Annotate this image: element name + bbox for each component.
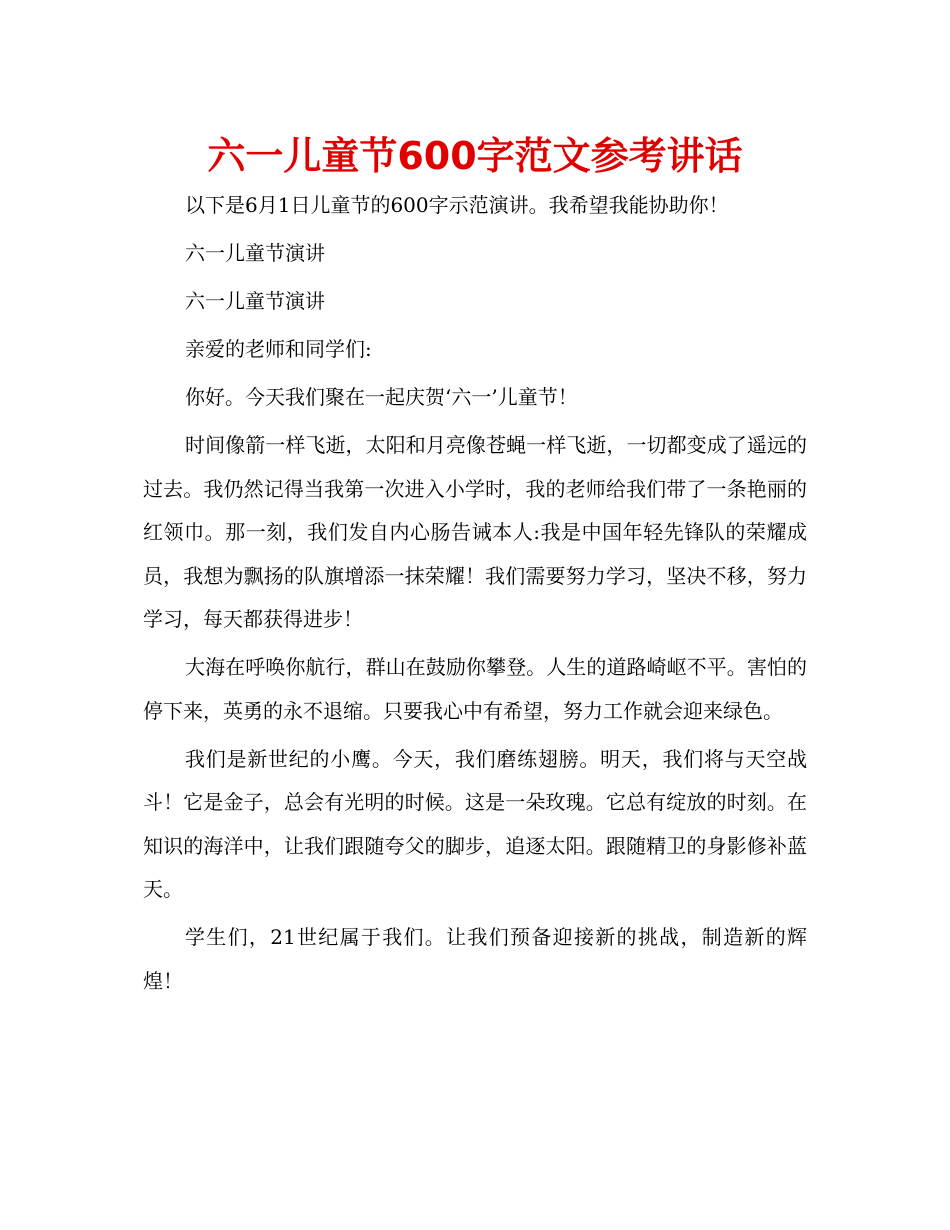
paragraph-heading-1: 六一儿童节演讲 — [185, 241, 325, 265]
paragraph-heading-2: 六一儿童节演讲 — [185, 289, 325, 313]
paragraph-body-1: 时间像箭一样飞逝，太阳和月亮像苍蝇一样飞逝，一切都变成了遥远的过去。我仍然记得当我第一次进入小学时，我的老师给我们带了一条艳丽的红领巾。那一刻，我们发自内心肠告诫本人:我是中国年轻先锋队的荣耀成员，我想为飘扬的队旗增添一抹荣耀！我们需要努力学习，坚决不移，努力学习，每天都获得进步！ — [143, 433, 807, 631]
paragraph-body-3: 我们是新世纪的小鹰。今天，我们磨练翅膀。明天，我们将与天空战斗！它是金子，总会有光明的时候。这是一朵玫瑰。它总有绽放的时刻。在知识的海洋中，让我们跟随夸父的脚步，追逐太阳。跟随精卫的身影修补蓝天。 — [143, 746, 807, 901]
document-body — [143, 184, 807, 1008]
paragraph-greeting: 你好。今天我们聚在一起庆贺‘六一’儿童节！ — [185, 385, 578, 409]
paragraph-salutation: 亲爱的老师和同学们: — [185, 337, 372, 361]
paragraph-intro: 以下是6月1日儿童节的600字示范演讲。我希望我能协助你！ — [185, 193, 729, 217]
paragraph-body-4: 学生们，21世纪属于我们。让我们预备迎接新的挑战，制造新的辉煌！ — [143, 925, 807, 993]
paragraph-body-2: 大海在呼唤你航行，群山在鼓励你攀登。人生的道路崎岖不平。害怕的停下来，英勇的永不退缩。只要我心中有希望，努力工作就会迎来绿色。 — [143, 655, 807, 723]
document-title: 六一儿童节600字范文参考讲话 — [207, 134, 743, 178]
